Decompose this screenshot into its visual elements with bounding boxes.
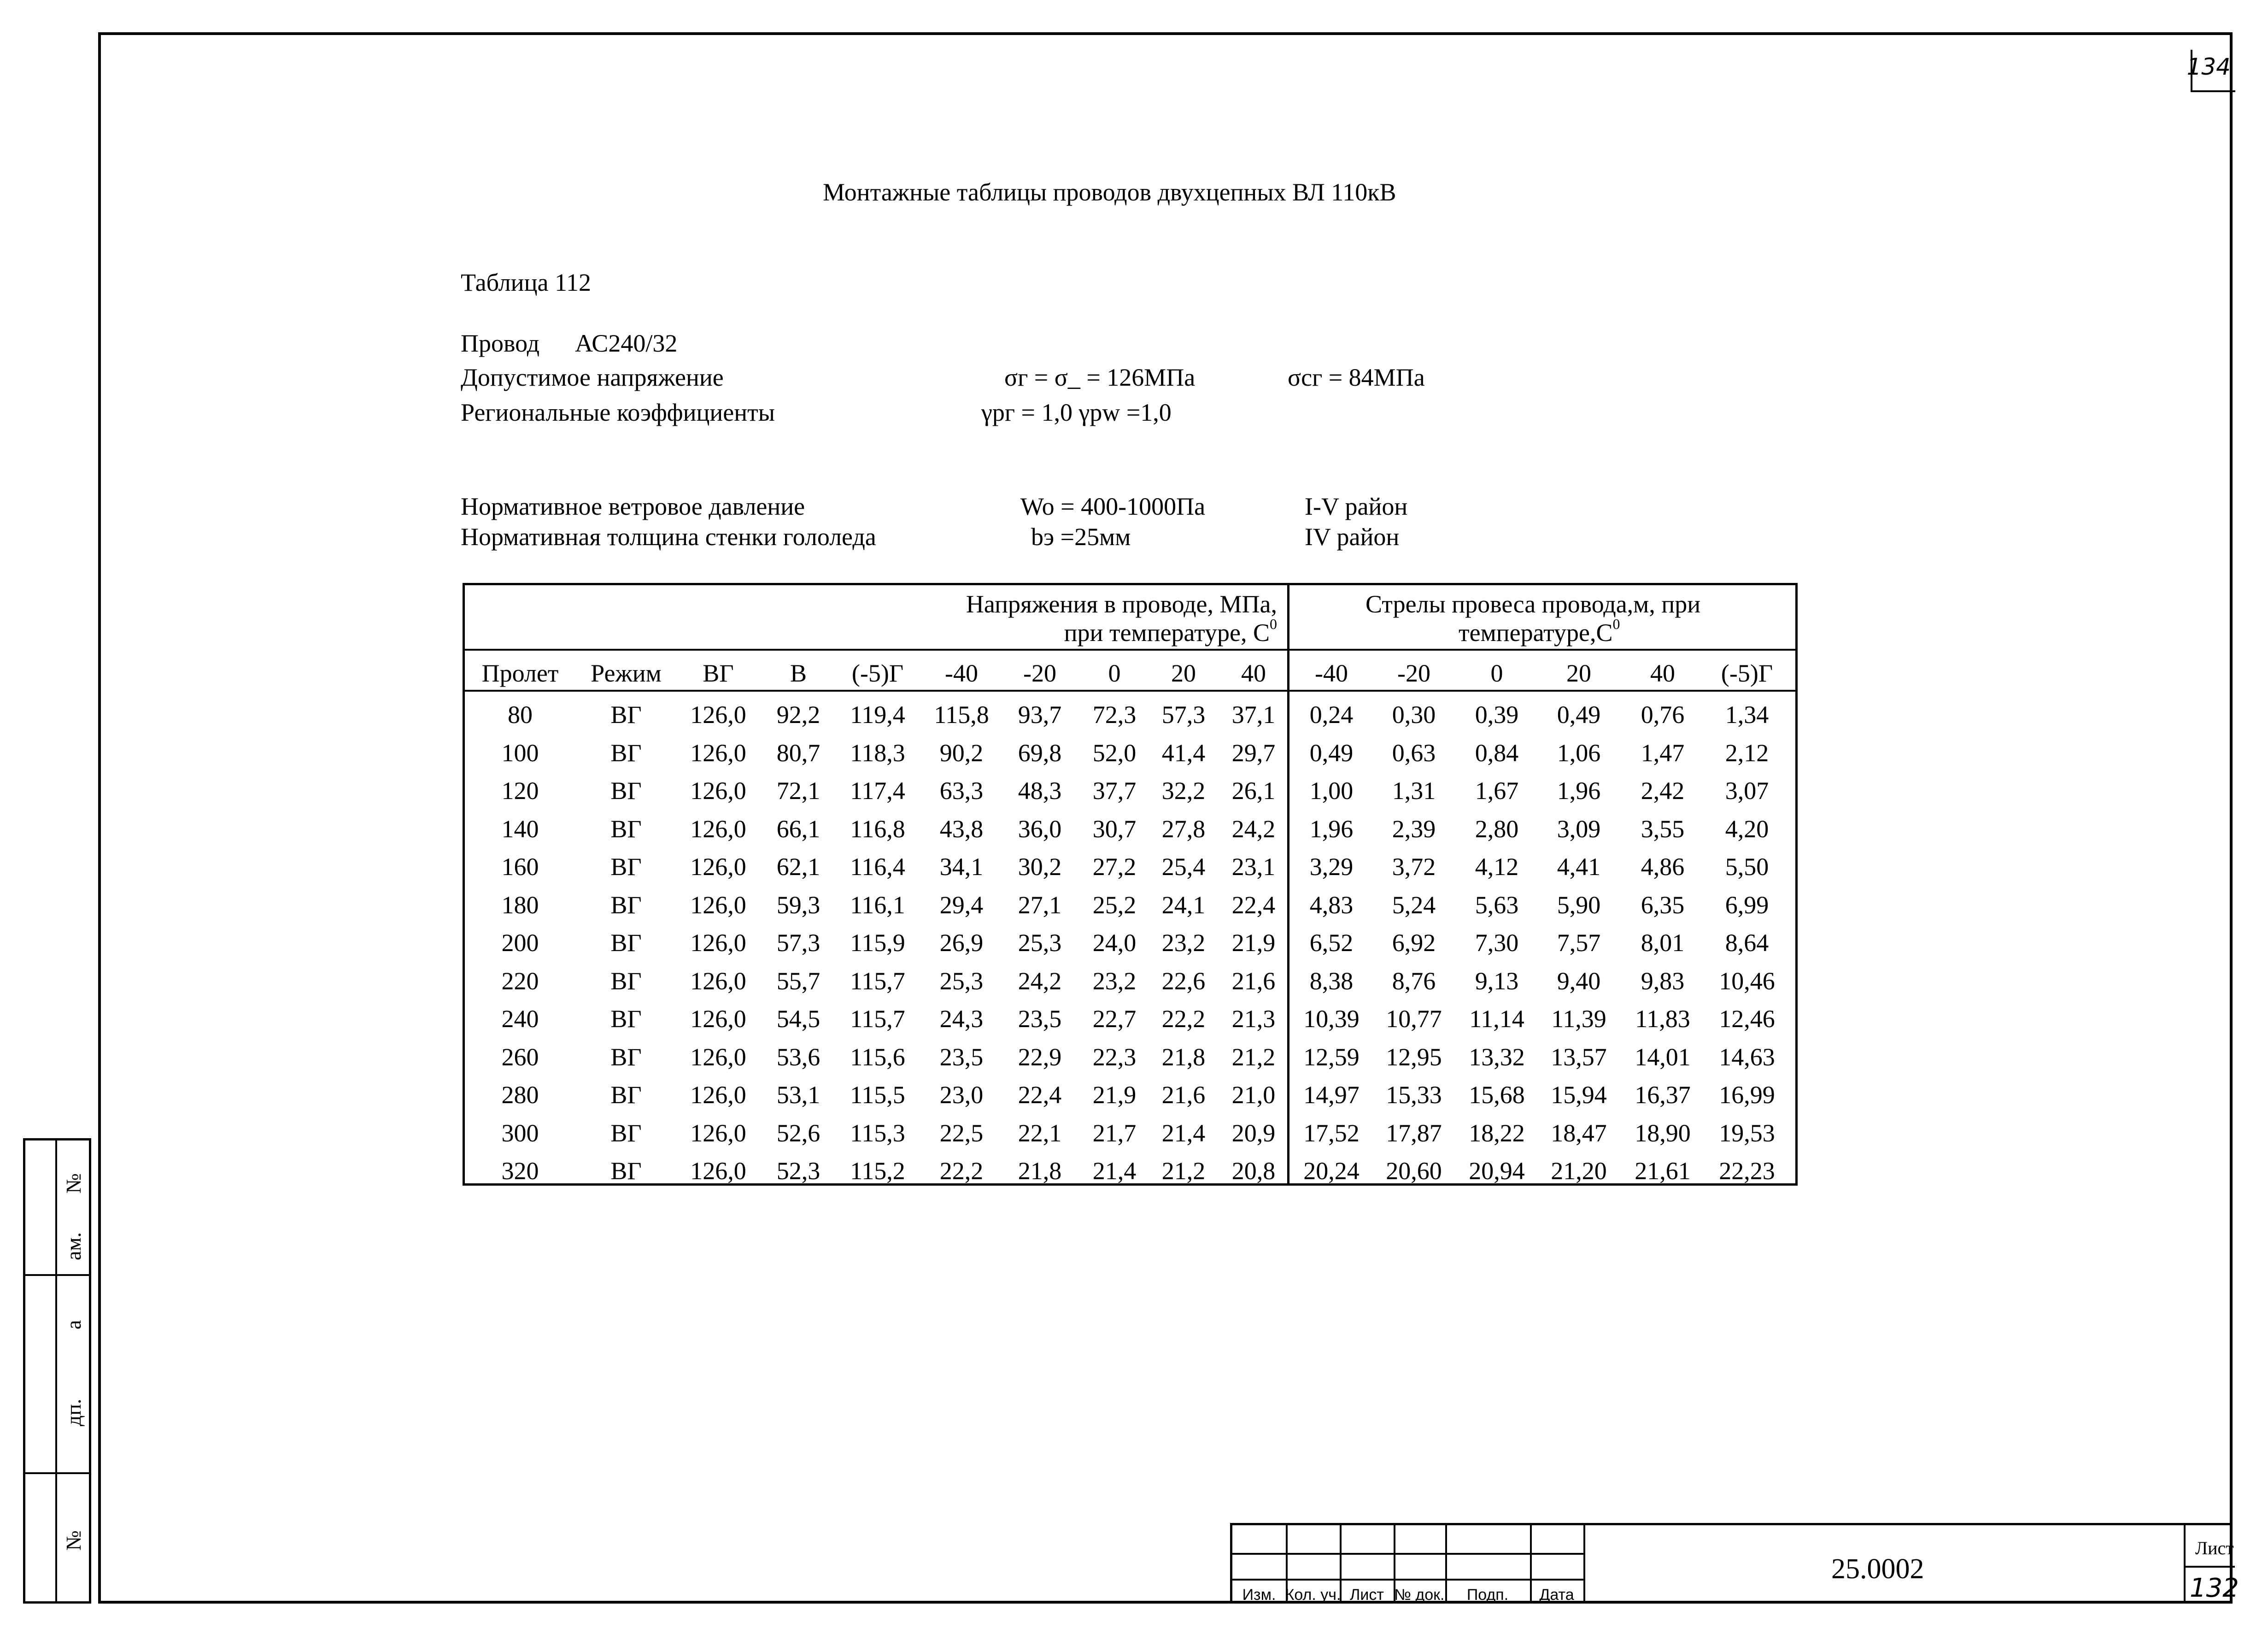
table-cell: 22,9	[1018, 1043, 1062, 1071]
table-cell: 115,7	[850, 1005, 905, 1033]
table-cell: 126,0	[690, 739, 746, 767]
table-cell: 25,3	[939, 967, 984, 995]
stamp-text-5: №	[62, 1530, 85, 1551]
column-header: -20	[1397, 659, 1430, 687]
table-cell: 21,3	[1231, 1005, 1276, 1033]
table-cell: 21,2	[1231, 1043, 1276, 1071]
stamp-text-3: а	[62, 1320, 85, 1329]
column-header: -40	[1315, 659, 1348, 687]
group2-header-line2: $температуре,С^0$	[1459, 616, 1620, 647]
table-cell: 126,0	[690, 1157, 746, 1185]
table-cell: 13,57	[1551, 1043, 1607, 1071]
table-cell: 11,14	[1469, 1005, 1524, 1033]
table-cell: 6,35	[1641, 891, 1685, 919]
column-header: Режим	[591, 659, 662, 687]
table-cell: 22,23	[1719, 1157, 1775, 1185]
table-cell: 140	[501, 815, 539, 843]
table-cell: 126,0	[690, 815, 746, 843]
table-cell: 21,2	[1161, 1157, 1206, 1185]
table-cell: 1,47	[1641, 739, 1685, 767]
table-cell: 22,4	[1231, 891, 1276, 919]
table-cell: 63,3	[939, 777, 984, 805]
wire-label: Провод	[461, 329, 540, 357]
table-cell: 2,80	[1475, 815, 1519, 843]
left-approval-stamp	[23, 1138, 91, 1604]
table-cell: 21,6	[1161, 1081, 1206, 1109]
table-cell: 0,30	[1392, 701, 1436, 729]
table-cell: 21,8	[1018, 1157, 1062, 1185]
allowable-stress-label: Допустимое напряжение	[461, 364, 724, 391]
table-cell: 69,8	[1018, 739, 1062, 767]
table-cell: 9,13	[1475, 967, 1519, 995]
table-cell: 20,9	[1231, 1119, 1276, 1147]
table-cell: 126,0	[690, 967, 746, 995]
table-cell: 1,67	[1475, 777, 1519, 805]
group2-header-line1: Стрелы провеса провода,м, при	[1365, 590, 1701, 618]
table-cell: ВГ	[610, 853, 642, 881]
table-cell: 25,2	[1092, 891, 1137, 919]
table-cell: 0,24	[1309, 701, 1354, 729]
table-label: Таблица 112	[461, 269, 591, 296]
table-cell: ВГ	[610, 1157, 642, 1185]
table-cell: 52,3	[776, 1157, 820, 1185]
table-cell: 26,1	[1231, 777, 1276, 805]
table-cell: 27,8	[1161, 815, 1206, 843]
table-cell: 5,50	[1725, 853, 1769, 881]
table-cell: 115,9	[850, 929, 905, 957]
table-cell: 3,72	[1392, 853, 1436, 881]
table-cell: 3,55	[1641, 815, 1685, 843]
column-header: -20	[1023, 659, 1056, 687]
table-cell: 13,32	[1469, 1043, 1525, 1071]
table-cell: ВГ	[610, 1081, 642, 1109]
table-cell: 100	[501, 739, 539, 767]
table-cell: 53,6	[776, 1043, 820, 1071]
column-header: 20	[1566, 659, 1591, 687]
table-cell: 12,95	[1386, 1043, 1442, 1071]
table-cell: 22,1	[1018, 1119, 1062, 1147]
table-cell: 24,2	[1018, 967, 1062, 995]
tb-label-data: Дата	[1539, 1586, 1574, 1604]
allowable-stress-formula2: σсг = 84МПа	[1288, 364, 1425, 391]
table-cell: 36,0	[1018, 815, 1062, 843]
wind-label: Нормативное ветровое давление	[461, 493, 805, 520]
table-cell: 22,4	[1018, 1081, 1062, 1109]
table-cell: 14,01	[1635, 1043, 1691, 1071]
table-cell: 43,8	[939, 815, 984, 843]
table-cell: 0,49	[1557, 701, 1601, 729]
group1-header-line1: Напряжения в проводе, МПа,	[966, 590, 1277, 618]
table-cell: 260	[501, 1043, 539, 1071]
table-cell: 280	[501, 1081, 539, 1109]
table-cell: 5,90	[1557, 891, 1601, 919]
table-cell: 9,40	[1557, 967, 1601, 995]
table-cell: 23,5	[1018, 1005, 1062, 1033]
title-block	[1230, 1523, 2239, 1604]
table-cell: 23,2	[1092, 967, 1137, 995]
table-cell: ВГ	[610, 1005, 642, 1033]
table-cell: 34,1	[939, 853, 984, 881]
table-cell: 4,86	[1641, 853, 1685, 881]
table-cell: 55,7	[776, 967, 820, 995]
table-cell: ВГ	[610, 967, 642, 995]
table-cell: 126,0	[690, 777, 746, 805]
wire-value: АС240/32	[575, 329, 678, 357]
table-cell: 41,4	[1161, 739, 1206, 767]
table-cell: 57,3	[1161, 701, 1206, 729]
table-cell: 4,12	[1475, 853, 1519, 881]
table-cell: 0,84	[1475, 739, 1519, 767]
table-cell: ВГ	[610, 891, 642, 919]
table-cell: 117,4	[850, 777, 905, 805]
page-number-box	[2186, 50, 2235, 92]
table-cell: 15,94	[1551, 1081, 1607, 1109]
table-cell: 21,61	[1635, 1157, 1691, 1185]
table-cell: 29,7	[1231, 739, 1276, 767]
table-cell: 21,4	[1092, 1157, 1137, 1185]
table-cell: ВГ	[610, 815, 642, 843]
table-cell: 21,20	[1551, 1157, 1607, 1185]
sheet-label: Лист	[2195, 1538, 2234, 1558]
column-header: ВГ	[703, 659, 734, 687]
allowable-stress-formula: σг = σ_ = 126МПа	[1004, 364, 1196, 391]
table-cell: 22,7	[1092, 1005, 1137, 1033]
regional-coeffs-label: Региональные коэффициенты	[461, 399, 775, 426]
table-cell: 37,1	[1231, 701, 1276, 729]
table-cell: 66,1	[776, 815, 820, 843]
tb-label-list: Лист	[1350, 1586, 1384, 1604]
table-cell: 1,96	[1309, 815, 1354, 843]
table-cell: 6,92	[1392, 929, 1436, 957]
table-cell: 10,46	[1719, 967, 1775, 995]
table-cell: 22,2	[1161, 1005, 1206, 1033]
table-cell: 18,22	[1469, 1119, 1525, 1147]
table-cell: 116,8	[850, 815, 905, 843]
table-cell: 4,83	[1309, 891, 1354, 919]
table-cell: 115,7	[850, 967, 905, 995]
table-cell: 23,5	[939, 1043, 984, 1071]
table-cell: 22,6	[1161, 967, 1206, 995]
table-cell: 126,0	[690, 891, 746, 919]
table-cell: 80,7	[776, 739, 820, 767]
column-header: 40	[1241, 659, 1266, 687]
table-cell: 115,5	[850, 1081, 905, 1109]
table-cell: 1,34	[1725, 701, 1769, 729]
table-cell: 62,1	[776, 853, 820, 881]
table-cell: 53,1	[776, 1081, 820, 1109]
table-cell: 8,64	[1725, 929, 1769, 957]
stamp-text-2: ам.	[62, 1232, 85, 1260]
document-number: 25.0002	[1831, 1553, 1924, 1585]
table-cell: 18,47	[1551, 1119, 1607, 1147]
table-cell: 24,3	[939, 1005, 984, 1033]
table-cell: 30,2	[1018, 853, 1062, 881]
table-cell: 29,4	[939, 891, 984, 919]
table-cell: 200	[501, 929, 539, 957]
table-cell: 4,41	[1557, 853, 1601, 881]
table-cell: 72,1	[776, 777, 820, 805]
table-cell: 116,4	[850, 853, 905, 881]
table-cell: 119,4	[850, 701, 905, 729]
table-cell: 48,3	[1018, 777, 1062, 805]
table-cell: 16,99	[1719, 1081, 1775, 1109]
table-cell: 300	[501, 1119, 539, 1147]
tb-label-koluch: Кол. уч.	[1285, 1586, 1341, 1604]
column-header: В	[790, 659, 807, 687]
page-title: Монтажные таблицы проводов двухцепных ВЛ 110кВ	[823, 178, 1396, 206]
table-cell: 14,63	[1719, 1043, 1775, 1071]
table-cell: 0,76	[1641, 701, 1685, 729]
table-cell: 23,2	[1161, 929, 1206, 957]
table-cell: ВГ	[610, 929, 642, 957]
table-cell: 90,2	[939, 739, 984, 767]
table-cell: 14,97	[1303, 1081, 1360, 1109]
table-cell: 7,30	[1475, 929, 1519, 957]
table-cell: 10,77	[1386, 1005, 1442, 1033]
tb-label-izm: Изм.	[1242, 1586, 1276, 1604]
table-cell: ВГ	[610, 701, 642, 729]
table-cell: 25,4	[1161, 853, 1206, 881]
regional-coeffs-formula: γрг = 1,0 γpw =1,0	[981, 399, 1172, 426]
table-cell: 12,59	[1303, 1043, 1360, 1071]
table-cell: 8,01	[1641, 929, 1685, 957]
table-cell: 6,99	[1725, 891, 1769, 919]
table-cell: ВГ	[610, 1119, 642, 1147]
table-cell: ВГ	[610, 739, 642, 767]
table-cell: 27,2	[1092, 853, 1137, 881]
table-cell: 115,6	[850, 1043, 905, 1071]
column-header: -40	[945, 659, 978, 687]
stamp-text-1: №	[62, 1173, 85, 1193]
wind-value: Wo = 400-1000Па	[1020, 493, 1206, 520]
column-header: 0	[1108, 659, 1121, 687]
table-cell: 126,0	[690, 701, 746, 729]
table-cell: 52,6	[776, 1119, 820, 1147]
table-cell: 80	[508, 701, 533, 729]
table-cell: 126,0	[690, 1043, 746, 1071]
table-cell: 22,5	[939, 1119, 984, 1147]
table-cell: 1,31	[1392, 777, 1436, 805]
page-number-handwritten: 134	[2186, 53, 2231, 80]
table-cell: 5,24	[1392, 891, 1436, 919]
table-cell: 92,2	[776, 701, 820, 729]
table-cell: 10,39	[1303, 1005, 1360, 1033]
table-cell: 23,1	[1231, 853, 1276, 881]
table-cell: 1,96	[1557, 777, 1601, 805]
table-cell: 1,00	[1309, 777, 1354, 805]
table-cell: 20,94	[1469, 1157, 1525, 1185]
table-cell: 20,8	[1231, 1157, 1276, 1185]
column-header: 0	[1490, 659, 1503, 687]
table-cell: 126,0	[690, 1005, 746, 1033]
table-cell: 126,0	[690, 1119, 746, 1147]
column-header: Пролет	[481, 659, 559, 687]
table-cell: 22,2	[939, 1157, 984, 1185]
table-cell: 54,5	[776, 1005, 820, 1033]
table-cell: 6,52	[1309, 929, 1354, 957]
table-cell: 3,07	[1725, 777, 1769, 805]
table-cell: 5,63	[1475, 891, 1519, 919]
table-cell: 120	[501, 777, 539, 805]
table-cell: 3,29	[1309, 853, 1354, 881]
table-cell: 17,87	[1386, 1119, 1442, 1147]
table-cell: 22,3	[1092, 1043, 1137, 1071]
table-cell: 16,37	[1635, 1081, 1691, 1109]
table-cell: 220	[501, 967, 539, 995]
ice-value: bэ =25мм	[1031, 523, 1131, 551]
table-cell: 17,52	[1303, 1119, 1360, 1147]
table-cell: ВГ	[610, 1043, 642, 1071]
table-cell: 20,24	[1303, 1157, 1360, 1185]
table-cell: 12,46	[1719, 1005, 1775, 1033]
table-cell: ВГ	[610, 777, 642, 805]
table-cell: 32,2	[1161, 777, 1206, 805]
table-cell: 24,1	[1161, 891, 1206, 919]
table-cell: 0,49	[1309, 739, 1354, 767]
table-cell: 4,20	[1725, 815, 1769, 843]
table-cell: 320	[501, 1157, 539, 1185]
table-cell: 24,2	[1231, 815, 1276, 843]
table-cell: 23,0	[939, 1081, 984, 1109]
sheet-number: 132	[2190, 1573, 2239, 1603]
table-cell: 21,6	[1231, 967, 1276, 995]
table-cell: 116,1	[850, 891, 905, 919]
table-cell: 30,7	[1092, 815, 1137, 843]
table-cell: 25,3	[1018, 929, 1062, 957]
table-cell: 115,2	[850, 1157, 905, 1185]
column-header: 40	[1650, 659, 1675, 687]
table-cell: 7,57	[1557, 929, 1601, 957]
table-cell: 21,9	[1092, 1081, 1137, 1109]
table-cell: 26,9	[939, 929, 984, 957]
table-cell: 21,4	[1161, 1119, 1206, 1147]
table-cell: 15,68	[1469, 1081, 1525, 1109]
table-cell: 24,0	[1092, 929, 1137, 957]
table-cell: 20,60	[1386, 1157, 1442, 1185]
column-header: (-5)Г	[1721, 659, 1773, 687]
table-cell: 27,1	[1018, 891, 1062, 919]
wind-region: I-V район	[1305, 493, 1408, 520]
table-cell: 1,06	[1557, 739, 1601, 767]
table-cell: 52,0	[1092, 739, 1137, 767]
table-cell: 72,3	[1092, 701, 1137, 729]
table-cell: 19,53	[1719, 1119, 1775, 1147]
column-header: (-5)Г	[851, 659, 904, 687]
table-cell: 57,3	[776, 929, 820, 957]
ice-label: Нормативная толщина стенки гололеда	[461, 523, 876, 551]
stamp-text-4: дп.	[62, 1399, 85, 1426]
table-cell: 11,83	[1635, 1005, 1690, 1033]
table-cell: 21,9	[1231, 929, 1276, 957]
table-cell: 15,33	[1386, 1081, 1442, 1109]
tb-label-ndok: № док.	[1394, 1586, 1445, 1604]
table-cell: 11,39	[1551, 1005, 1606, 1033]
table-cell: 115,8	[934, 701, 989, 729]
table-cell: 21,7	[1092, 1119, 1137, 1147]
table-cell: 2,42	[1641, 777, 1685, 805]
table-cell: 21,8	[1161, 1043, 1206, 1071]
tb-label-podp: Подп.	[1466, 1586, 1509, 1604]
column-header: 20	[1171, 659, 1196, 687]
table-cell: 126,0	[690, 1081, 746, 1109]
ice-region: IV район	[1305, 523, 1400, 551]
table-cell: 0,63	[1392, 739, 1436, 767]
table-cell: 8,38	[1309, 967, 1354, 995]
table-cell: 59,3	[776, 891, 820, 919]
table-cell: 160	[501, 853, 539, 881]
table-cell: 240	[501, 1005, 539, 1033]
table-cell: 21,0	[1231, 1081, 1276, 1109]
mounting-table	[463, 583, 1798, 1186]
group1-header-line2: при температуре, $С^0$	[1064, 616, 1277, 647]
table-cell: 37,7	[1092, 777, 1137, 805]
table-cell: 2,12	[1725, 739, 1769, 767]
table-cell: 115,3	[850, 1119, 905, 1147]
table-cell: 18,90	[1635, 1119, 1691, 1147]
table-cell: 3,09	[1557, 815, 1601, 843]
table-cell: 0,39	[1475, 701, 1519, 729]
table-cell: 9,83	[1641, 967, 1685, 995]
table-cell: 2,39	[1392, 815, 1436, 843]
table-cell: 126,0	[690, 929, 746, 957]
table-cell: 8,76	[1392, 967, 1436, 995]
table-cell: 118,3	[850, 739, 905, 767]
table-cell: 180	[501, 891, 539, 919]
table-cell: 126,0	[690, 853, 746, 881]
table-cell: 93,7	[1018, 701, 1062, 729]
